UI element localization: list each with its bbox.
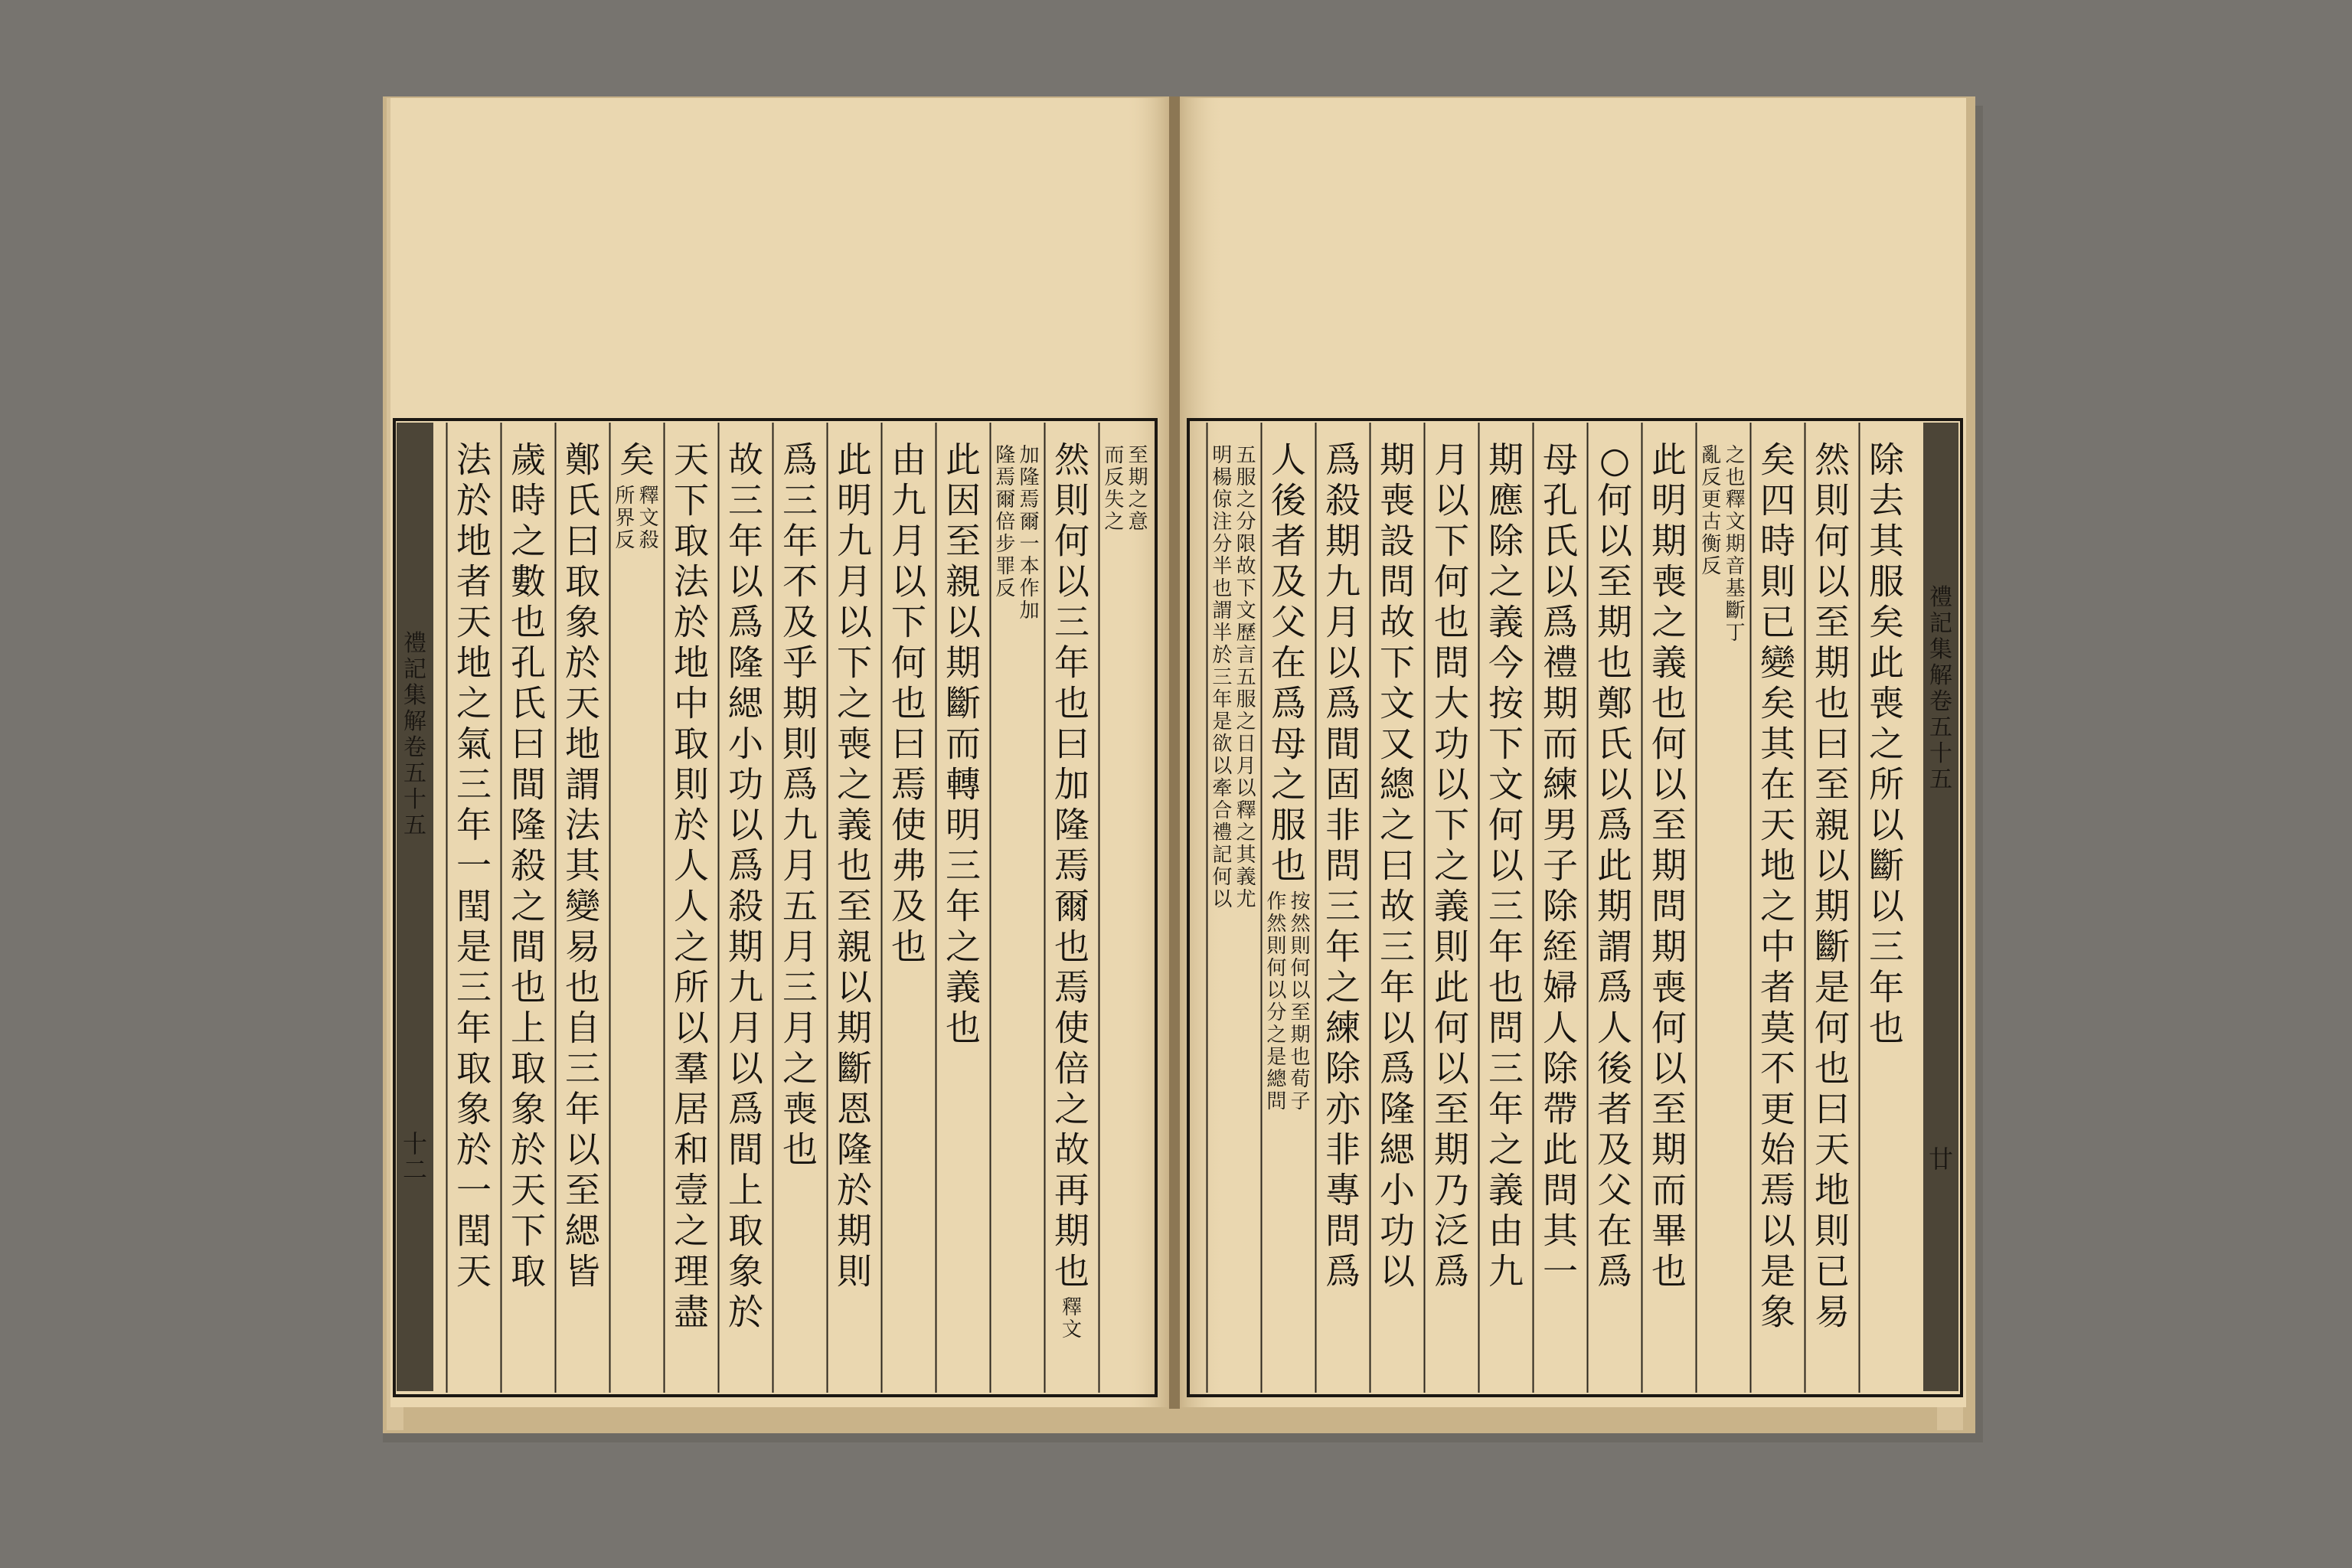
text-column: ○何以至期也鄭氏以爲此期謂爲人後者及父在爲 bbox=[1597, 439, 1632, 1292]
right-heading bbox=[1929, 584, 1952, 793]
text-column: 然則何以至期也曰至親以期斷是何也曰天地則已易 bbox=[1815, 439, 1850, 1333]
text-column: 月以下何也問大功以下之義則此何以至期乃泛爲 bbox=[1434, 439, 1469, 1292]
annotation-line: 五服之分限故下文歷言五服之日月以釋之其義尤 bbox=[1236, 443, 1256, 911]
text-column: 此明九月以下之喪之義也至親以期斷恩隆於期則 bbox=[837, 439, 872, 1292]
annotation-line: 按然則何以至期也荀子 bbox=[1290, 890, 1311, 1113]
text-column: 法於地者天地之氣三年一閏是三年取象於一閏天 bbox=[456, 439, 492, 1292]
text-column: 此明期喪之義也何以至期問期喪何以至期而畢也 bbox=[1651, 439, 1687, 1292]
text-column: 然則何以三年也曰加隆焉爾也焉使倍之故再期也 bbox=[1054, 439, 1089, 1292]
left-leaf-number: 十二 bbox=[402, 1129, 428, 1184]
left-page bbox=[390, 98, 1171, 1407]
text-column: 天下取法於地中取則於人人之所以羣居和壹之理盡 bbox=[674, 439, 709, 1333]
left-heading-text: 禮記集解卷五十五 bbox=[403, 630, 426, 839]
annotation-line: 至期之意 bbox=[1128, 443, 1148, 534]
annotation-line: 釋文 bbox=[1061, 1295, 1083, 1341]
text-column: 人後者及父在爲母之服也 bbox=[1271, 439, 1306, 887]
left-block-inked-edge bbox=[397, 423, 433, 1391]
annotation-line: 所界反 bbox=[615, 484, 635, 552]
text-column: 鄭氏曰取象於天地謂法其變易也自三年以至緦皆 bbox=[565, 439, 600, 1292]
annotation-line: 明楊倞注分半也謂半於三年是欲以牽合禮記何以 bbox=[1212, 443, 1233, 911]
text-column: 故三年以爲隆緦小功以爲殺期九月以爲間上取象於 bbox=[728, 439, 763, 1333]
right-block-inked-edge bbox=[1923, 423, 1958, 1391]
text-column: 此因至親以期斷而轉明三年之義也 bbox=[946, 439, 981, 1049]
text-column: 除去其服矣此喪之所以斷以三年也 bbox=[1869, 439, 1904, 1049]
text-column: 母孔氏以爲禮期而練男子除絰婦人除帶此問其一 bbox=[1543, 439, 1578, 1292]
left-heading bbox=[403, 630, 426, 839]
center-fold bbox=[1169, 96, 1180, 1409]
text-column: 矣四時則已變矣其在天地之中者莫不更始焉以是象 bbox=[1760, 439, 1795, 1333]
text-column: 爲殺期九月以爲間固非問三年之練除亦非專問爲 bbox=[1325, 439, 1361, 1292]
right-page bbox=[1178, 98, 1966, 1407]
text-column: 矣 bbox=[619, 439, 655, 481]
text-column: 期應除之義今按下文何以三年也問三年之義由九 bbox=[1488, 439, 1524, 1292]
annotation-line: 作然則何以分之是總問 bbox=[1266, 890, 1287, 1113]
annotation-line: 釋文殺 bbox=[639, 484, 659, 552]
annotation-line: 亂反更古衡反 bbox=[1701, 443, 1722, 578]
text-column: 歲時之數也孔氏曰間隆殺之間也上取象於天下取 bbox=[511, 439, 546, 1292]
right-heading-text: 禮記集解卷五十五 bbox=[1929, 584, 1952, 793]
text-column: 爲三年不及乎期則爲九月五月三月之喪也 bbox=[782, 439, 818, 1171]
text-column: 由九月以下何也曰焉使弗及也 bbox=[891, 439, 926, 968]
annotation-line: 隆焉爾倍步罪反 bbox=[995, 443, 1016, 600]
left-gutter-shade bbox=[1125, 98, 1171, 1407]
right-leaf-number: 廿 bbox=[1928, 1145, 1954, 1174]
text-column: 期喪設問故下文又總之曰故三年以爲隆緦小功以 bbox=[1380, 439, 1415, 1292]
annotation-line: 而反失之 bbox=[1104, 443, 1125, 534]
annotation-line: 加隆焉爾一本作加 bbox=[1019, 443, 1040, 622]
annotation-line: 之也釋文期音基斷丁 bbox=[1725, 443, 1746, 645]
